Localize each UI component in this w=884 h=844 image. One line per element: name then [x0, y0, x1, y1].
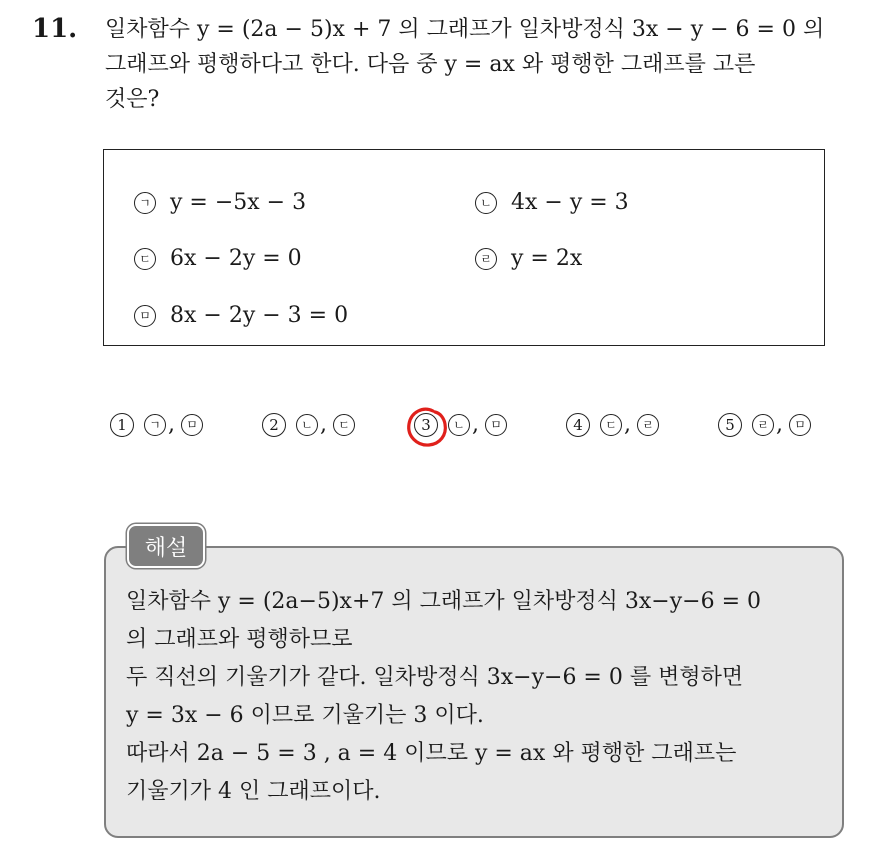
question-number: 11.: [32, 14, 78, 44]
explanation-line: 따라서 2a − 5 = 3 , a = 4 이므로 y = ax 와 평행한 그래프는: [126, 741, 737, 766]
answer-comma: ,: [168, 412, 175, 437]
explanation-line: 일차함수 y = (2a−5)x+7 의 그래프가 일차방정식 3x−y−6 = 0: [126, 589, 762, 614]
explanation-line: 의 그래프와 평행하므로: [126, 627, 353, 652]
choice-box: [103, 149, 825, 346]
choice-item-mieum: [134, 303, 348, 328]
choice-marker: ㄹ: [475, 248, 497, 270]
choice-marker: ㄱ: [134, 192, 156, 214]
answer-marker: ㄴ: [448, 414, 470, 436]
answer-marker: ㄷ: [333, 414, 355, 436]
answer-marker: ㄴ: [296, 414, 318, 436]
explanation-text: [126, 583, 838, 811]
explanation-line: 기울기가 4 인 그래프이다.: [126, 779, 381, 804]
answer-comma: ,: [624, 412, 631, 437]
explanation-line: y = 3x − 6 이므로 기울기는 3 이다.: [126, 703, 484, 728]
question-line: 일차함수 y = (2a − 5)x + 7 의 그래프가 일차방정식 3x − y − 6 = 0 의: [105, 17, 825, 42]
choice-expression: 6x − 2y = 0: [170, 246, 302, 271]
answer-number: 2: [262, 413, 286, 437]
answer-marker: ㄱ: [144, 414, 166, 436]
answer-options: [0, 412, 884, 448]
answer-option-3[interactable]: [414, 412, 507, 437]
choice-marker: ㄴ: [475, 192, 497, 214]
choice-expression: 4x − y = 3: [511, 190, 629, 215]
answer-comma: ,: [320, 412, 327, 437]
answer-comma: ,: [472, 412, 479, 437]
choice-item-nieun: [475, 190, 629, 215]
explanation-line: 두 직선의 기울기가 같다. 일차방정식 3x−y−6 = 0 를 변형하면: [126, 665, 744, 690]
answer-marker: ㄹ: [637, 414, 659, 436]
answer-number: 5: [718, 413, 742, 437]
answer-option-5[interactable]: [718, 412, 811, 437]
choice-item-digeut: [134, 246, 302, 271]
answer-marker: ㄷ: [600, 414, 622, 436]
answer-comma: ,: [776, 412, 783, 437]
choice-expression: y = −5x − 3: [170, 190, 307, 215]
answer-number: 1: [110, 413, 134, 437]
answer-marker: ㅁ: [485, 414, 507, 436]
question-stem: [105, 12, 870, 117]
choice-item-rieul: [475, 246, 582, 271]
choice-marker: ㄷ: [134, 248, 156, 270]
choice-marker: ㅁ: [134, 305, 156, 327]
answer-marker: ㅁ: [181, 414, 203, 436]
question-line: 그래프와 평행하다고 한다. 다음 중 y = ax 와 평행한 그래프를 고른: [105, 52, 756, 77]
answer-marker: ㄹ: [752, 414, 774, 436]
answer-option-2[interactable]: [262, 412, 355, 437]
choice-expression: 8x − 2y − 3 = 0: [170, 303, 349, 328]
answer-marker: ㅁ: [789, 414, 811, 436]
question-line: 것은?: [105, 87, 160, 112]
answer-option-4[interactable]: [566, 412, 659, 437]
explanation-tag: 해설: [127, 524, 205, 568]
choice-item-giyeok: [134, 190, 306, 215]
answer-number: 3: [414, 413, 438, 437]
answer-number: 4: [566, 413, 590, 437]
choice-expression: y = 2x: [511, 246, 583, 271]
answer-option-1[interactable]: [110, 412, 203, 437]
